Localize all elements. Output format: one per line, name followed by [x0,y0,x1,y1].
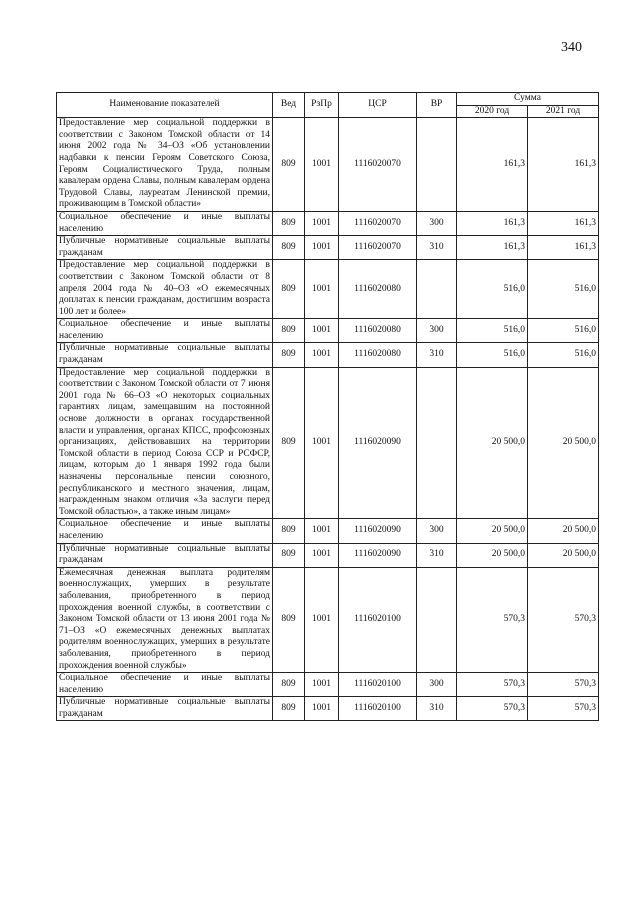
row-name: Предоставление мер социальной поддержки в соответствии с Законом Томской области от 14 июня 2002 года № 34–ОЗ «Об установлении надбавки к пенсии Героям Советского Союза, Героям Социалистического Труда, полным кавалерам ордена Славы, полным кавалерам ордена Трудовой Славы, лауреатам Ленинской премии, проживающим в Томской области» [57,118,273,212]
row-vr: 310 [417,697,457,721]
row-rzpr: 1001 [305,211,339,235]
row-sum-2021: 161,3 [528,211,599,235]
header-sum: Сумма [457,93,599,106]
row-csr: 1116020100 [339,673,417,697]
row-sum-2020: 516,0 [457,343,528,367]
row-sum-2021: 570,3 [528,697,599,721]
row-name: Социальное обеспечение и иные выплаты населению [57,319,273,343]
table-row [57,343,599,367]
row-name: Публичные нормативные социальные выплаты гражданам [57,697,273,721]
row-sum-2021: 20 500,0 [528,367,599,519]
table-row [57,697,599,721]
row-ved: 809 [273,673,305,697]
row-sum-2021: 516,0 [528,343,599,367]
row-vr [417,260,457,319]
row-ved: 809 [273,343,305,367]
row-rzpr: 1001 [305,236,339,260]
row-ved: 809 [273,260,305,319]
row-rzpr: 1001 [305,118,339,212]
row-ved: 809 [273,211,305,235]
row-sum-2021: 20 500,0 [528,519,599,543]
row-name: Публичные нормативные социальные выплаты гражданам [57,343,273,367]
row-vr [417,118,457,212]
table-row [57,211,599,235]
row-vr [417,567,457,672]
table-row [57,236,599,260]
row-sum-2021: 20 500,0 [528,543,599,567]
table-row [57,673,599,697]
row-csr: 1116020070 [339,118,417,212]
header-csr: ЦСР [339,93,417,118]
row-rzpr: 1001 [305,260,339,319]
row-csr: 1116020080 [339,343,417,367]
row-vr: 310 [417,543,457,567]
row-sum-2020: 570,3 [457,567,528,672]
row-ved: 809 [273,118,305,212]
row-rzpr: 1001 [305,673,339,697]
row-sum-2021: 516,0 [528,260,599,319]
row-csr: 1116020100 [339,697,417,721]
row-name: Предоставление мер социальной поддержки в соответствии с Законом Томской области от 8 апреля 2004 года № 40–ОЗ «О ежемесячных доплатах к пенсии гражданам, достигшим возраста 100 лет и более» [57,260,273,319]
row-sum-2020: 20 500,0 [457,367,528,519]
row-vr: 300 [417,673,457,697]
table-body [57,118,599,721]
row-name: Ежемесячная денежная выплата родителям военнослужащих, умерших в результате заболевания, приобретенного в период прохождения военной службы, в соответствии с Законом Томской области от 13 июня 2001 года № 71–ОЗ «О ежемесячных денежных выплатах родителям военнослужащих, умерших в результате заболевания, приобретенного в период прохождения военной службы» [57,567,273,672]
header-year-2020: 2020 год [457,105,528,118]
header-ved: Вед [273,93,305,118]
row-csr: 1116020090 [339,367,417,519]
row-sum-2020: 161,3 [457,118,528,212]
row-csr: 1116020080 [339,260,417,319]
row-csr: 1116020070 [339,211,417,235]
row-rzpr: 1001 [305,519,339,543]
table-row [57,367,599,519]
row-sum-2020: 570,3 [457,673,528,697]
row-sum-2020: 20 500,0 [457,519,528,543]
row-sum-2021: 161,3 [528,236,599,260]
row-ved: 809 [273,367,305,519]
row-vr: 300 [417,319,457,343]
row-name: Предоставление мер социальной поддержки в соответствии с Законом Томской области от 7 июня 2001 года № 66–ОЗ «О некоторых социальных гарантиях лицам, замещавшим на постоянной основе должности в органах государственной власти и управления, органах КПСС, профсоюзных организациях, действовавших на территории Томской области в период Союза ССР и РСФСР, лицам, которым до 1 января 1992 года были назначены персональные пенсии союзного, республиканского и местного значения, лицам, награжденным знаком отличия «За заслуги перед Томской областью», а также иным лицам» [57,367,273,519]
row-sum-2021: 570,3 [528,567,599,672]
header-name: Наименование показателей [57,93,273,118]
row-vr: 300 [417,211,457,235]
table-row [57,567,599,672]
row-sum-2020: 161,3 [457,236,528,260]
table-row [57,519,599,543]
row-rzpr: 1001 [305,343,339,367]
row-csr: 1116020090 [339,543,417,567]
row-ved: 809 [273,236,305,260]
table-row [57,118,599,212]
row-sum-2021: 161,3 [528,118,599,212]
row-vr: 310 [417,343,457,367]
row-sum-2020: 161,3 [457,211,528,235]
row-name: Социальное обеспечение и иные выплаты населению [57,673,273,697]
row-vr: 300 [417,519,457,543]
row-vr: 310 [417,236,457,260]
table-row [57,319,599,343]
row-rzpr: 1001 [305,567,339,672]
row-sum-2021: 516,0 [528,319,599,343]
row-rzpr: 1001 [305,697,339,721]
header-rzpr: РзПр [305,93,339,118]
row-name: Социальное обеспечение и иные выплаты населению [57,211,273,235]
row-csr: 1116020090 [339,519,417,543]
row-csr: 1116020070 [339,236,417,260]
budget-table [56,92,599,721]
row-name: Публичные нормативные социальные выплаты гражданам [57,543,273,567]
row-name: Публичные нормативные социальные выплаты гражданам [57,236,273,260]
header-year-2021: 2021 год [528,105,599,118]
row-sum-2020: 516,0 [457,319,528,343]
row-sum-2020: 516,0 [457,260,528,319]
table-header [57,93,599,118]
row-ved: 809 [273,519,305,543]
page-number: 340 [561,40,582,55]
row-sum-2021: 570,3 [528,673,599,697]
row-sum-2020: 20 500,0 [457,543,528,567]
row-csr: 1116020100 [339,567,417,672]
row-rzpr: 1001 [305,319,339,343]
row-ved: 809 [273,319,305,343]
row-rzpr: 1001 [305,367,339,519]
row-rzpr: 1001 [305,543,339,567]
table-row [57,543,599,567]
row-sum-2020: 570,3 [457,697,528,721]
row-ved: 809 [273,567,305,672]
header-vr: ВР [417,93,457,118]
row-vr [417,367,457,519]
row-ved: 809 [273,543,305,567]
row-csr: 1116020080 [339,319,417,343]
table-row [57,260,599,319]
row-name: Социальное обеспечение и иные выплаты населению [57,519,273,543]
row-ved: 809 [273,697,305,721]
